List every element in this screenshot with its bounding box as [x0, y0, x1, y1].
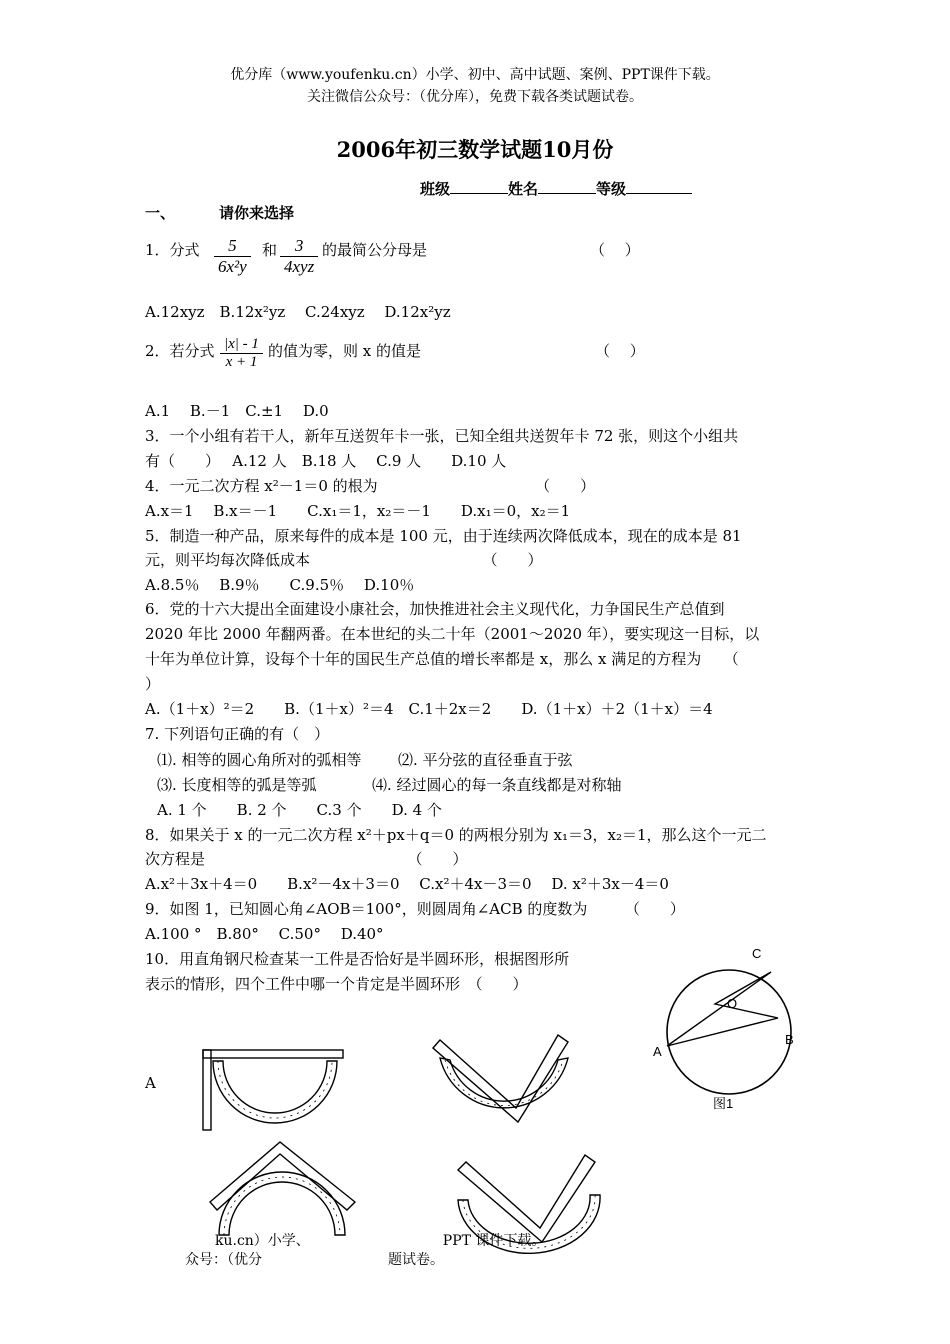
q7-statement-3: ⑶. 长度相等的弧是等弧	[157, 776, 317, 794]
q1-and: 和	[262, 241, 278, 259]
figure-1-label-b: B	[785, 1032, 794, 1047]
q1-frac1-denominator: 6x²y	[218, 257, 247, 276]
name-blank[interactable]	[538, 193, 596, 194]
q2-prefix: 2．若分式	[145, 342, 215, 360]
workpiece-b	[428, 1030, 578, 1130]
workpiece-a	[195, 1045, 355, 1135]
q5-line-2: 元，则平均每次降低成本 （ ）	[145, 551, 543, 569]
q1-frac1-numerator: 5	[214, 236, 251, 257]
q1-options: A.12xyz B.12x²yz C.24xyz D.12x²yz	[145, 303, 451, 321]
grade-label: 等级	[596, 180, 627, 198]
q9-line-1: 9．如图 1，已知圆心角∠AOB＝100°，则圆周角∠ACB 的度数为 （ ）	[145, 900, 685, 918]
footer-line-2: 众号：（优分 题试卷。	[185, 1252, 444, 1268]
q2-suffix: 的值为零，则 x 的值是	[268, 342, 421, 360]
header-line-1: 优分库（www.youfenku.cn）小学、初中、高中试题、案例、PPT课件下载。	[230, 67, 720, 83]
q1-frac2-numerator: 3	[280, 236, 318, 257]
section-number: 一、	[145, 204, 176, 222]
name-label: 姓名	[508, 180, 539, 198]
class-blank[interactable]	[450, 193, 508, 194]
figure-1-label-c: C	[752, 946, 762, 961]
q8-line-1: 8．如果关于 x 的一元二次方程 x²＋px＋q＝0 的两根分别为 x₁＝3，x₂＝1，那么这个一元二	[145, 826, 767, 844]
figure-1-label-a: A	[653, 1044, 662, 1059]
header-line-2: 关注微信公众号：（优分库），免费下载各类试题试卷。	[307, 89, 643, 105]
q3-line-2: 有（ ） A.12 人 B.18 人 C.9 人 D.10 人	[145, 452, 507, 470]
q6-line-1: 6．党的十六大提出全面建设小康社会，加快推进社会主义现代化，力争国民生产总值到	[145, 600, 725, 618]
q7-statement-4: ⑷. 经过圆心的每一条直线都是对称轴	[372, 776, 622, 794]
section-heading	[145, 202, 294, 223]
q6-line-4: ）	[145, 675, 161, 693]
class-label: 班级	[420, 180, 451, 198]
q6-line-3: 十年为单位计算，设每个十年的国民生产总值的增长率都是 x，那么 x 满足的方程为 （	[145, 650, 739, 668]
q5-line-1: 5．制造一种产品，原来每件的成本是 100 元，由于连续两次降低成本，现在的成本是 81	[145, 527, 742, 545]
q8-line-2: 次方程是 （ ）	[145, 850, 468, 868]
student-info	[420, 178, 692, 199]
page-title: 2006年初三数学试题10月份	[336, 137, 614, 162]
question-1	[145, 240, 200, 260]
q9-options: A.100 ° B.80° C.50° D.40°	[145, 925, 384, 943]
q2-options: A.1 B.－1 C.±1 D.0	[145, 402, 329, 420]
q2-numerator: |x| - 1	[220, 336, 263, 354]
q10-line-2: 表示的情形，四个工件中哪一个肯定是半圆环形 （ ）	[145, 975, 528, 993]
q3-line-1: 3．一个小组有若干人，新年互送贺年卡一张，已知全组共送贺年卡 72 张，则这个小组共	[145, 427, 739, 445]
q7-line-1: 7. 下列语句正确的有（ ）	[145, 725, 330, 743]
figure-1-caption: 图1	[713, 1096, 734, 1111]
figure-1	[645, 938, 815, 1118]
section-label: 请你来选择	[219, 204, 295, 222]
q1-frac2-denominator: 4xyz	[284, 257, 315, 276]
q7-statement-2: ⑵. 平分弦的直径垂直于弦	[398, 751, 573, 769]
q6-options: A.（1＋x）²＝2 B.（1＋x）²＝4 C.1＋2x＝2 D.（1＋x）＋2（1＋x）＝4	[145, 700, 713, 718]
q5-options: A.8.5％ B.9％ C.9.5％ D.10％	[145, 576, 415, 594]
q4-options: A.x＝1 B.x＝－1 C.x₁＝1，x₂＝－1 D.x₁＝0，x₂＝1	[145, 502, 571, 520]
footer-line-1: ku.cn）小学、 PPT 课件下载。	[215, 1233, 546, 1249]
q8-options: A.x²＋3x＋4＝0 B.x²－4x＋3＝0 C.x²＋4x－3＝0 D. x²＋3x－4＝0	[145, 875, 669, 893]
q1-suffix: 的最简公分母是	[322, 241, 428, 259]
q4-line-1: 4．一元二次方程 x²－1＝0 的根为 （ ）	[145, 477, 596, 495]
grade-blank[interactable]	[626, 193, 692, 194]
q1-prefix: 1．分式	[145, 241, 200, 259]
q6-line-2: 2020 年比 2000 年翻两番。在本世纪的头二十年（2001～2020 年），要实现这一目标，以	[145, 625, 760, 643]
q1-fraction-1	[214, 236, 251, 277]
q7-statement-1: ⑴. 相等的圆心角所对的弧相等	[157, 751, 362, 769]
q2-denominator: x + 1	[225, 354, 258, 370]
q1-fraction-2	[280, 236, 318, 277]
workpiece-c	[205, 1140, 365, 1240]
q7-options: A. 1 个 B. 2 个 C.3 个 D. 4 个	[157, 801, 442, 819]
q10-line-1: 10．用直角钢尺检查某一工件是否恰好是半圆环形，根据图形所	[145, 950, 570, 968]
q1-answer-paren[interactable]: （ ）	[590, 241, 640, 259]
q2-fraction	[220, 336, 263, 371]
q2-answer-paren[interactable]: （ ）	[595, 342, 645, 360]
q10-label-a: A	[145, 1074, 156, 1092]
figure-1-chords	[667, 972, 778, 1046]
figure-1-label-o: O	[727, 996, 738, 1011]
